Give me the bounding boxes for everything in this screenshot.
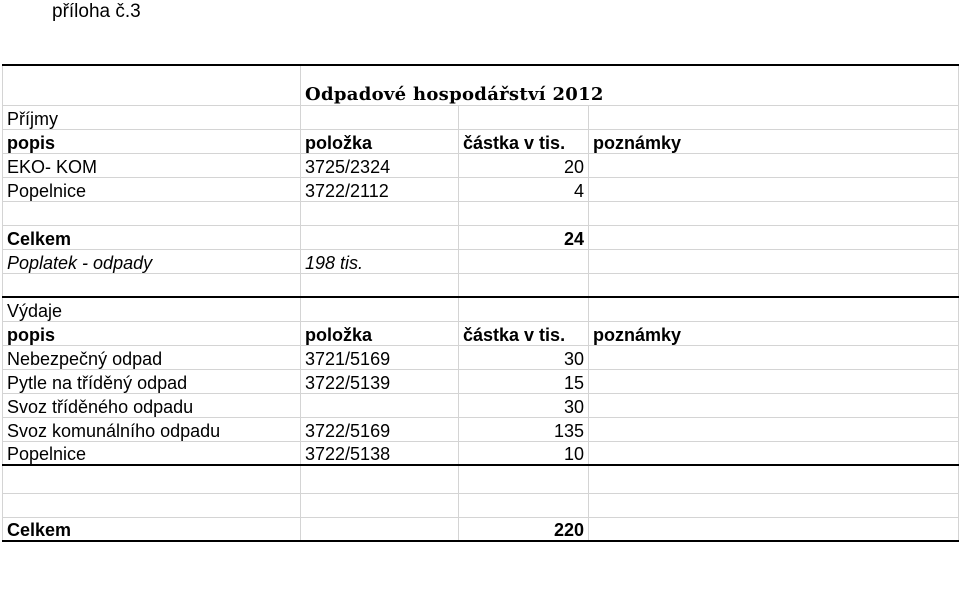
header-popis: popis bbox=[3, 129, 301, 153]
spacer-row bbox=[3, 273, 959, 297]
income-heading-row bbox=[3, 105, 959, 129]
fee-row bbox=[3, 249, 959, 273]
table-row bbox=[3, 153, 959, 177]
header-castka: částka v tis. bbox=[459, 321, 589, 345]
row-polozka: 3722/2112 bbox=[301, 177, 459, 201]
row-popis: Pytle na tříděný odpad bbox=[3, 369, 301, 393]
header-polozka: položka bbox=[301, 129, 459, 153]
row-castka: 15 bbox=[459, 369, 589, 393]
expenses-total-row bbox=[3, 517, 959, 541]
row-popis: Popelnice bbox=[3, 441, 301, 465]
header-poznamky: poznámky bbox=[589, 129, 959, 153]
spacer-row bbox=[3, 493, 959, 517]
row-popis: EKO- KOM bbox=[3, 153, 301, 177]
row-castka: 20 bbox=[459, 153, 589, 177]
title-row bbox=[3, 65, 959, 105]
attachment-caption: příloha č.3 bbox=[52, 1, 141, 22]
header-castka: částka v tis. bbox=[459, 129, 589, 153]
row-castka: 30 bbox=[459, 345, 589, 369]
fee-value: 198 tis. bbox=[301, 249, 459, 273]
expenses-header-row bbox=[3, 321, 959, 345]
row-polozka: 3722/5138 bbox=[301, 441, 459, 465]
row-castka: 10 bbox=[459, 441, 589, 465]
fee-label: Poplatek - odpady bbox=[3, 249, 301, 273]
row-popis: Nebezpečný odpad bbox=[3, 345, 301, 369]
expenses-total-label: Celkem bbox=[3, 517, 301, 541]
spacer-row bbox=[3, 465, 959, 493]
income-header-row bbox=[3, 129, 959, 153]
table-row bbox=[3, 345, 959, 369]
table-row bbox=[3, 177, 959, 201]
row-popis: Svoz komunálního odpadu bbox=[3, 417, 301, 441]
row-polozka: 3722/5169 bbox=[301, 417, 459, 441]
row-castka: 4 bbox=[459, 177, 589, 201]
income-total-value: 24 bbox=[459, 225, 589, 249]
table-row bbox=[3, 441, 959, 465]
row-polozka: 3725/2324 bbox=[301, 153, 459, 177]
page-title: Odpadové hospodářství 2012 bbox=[301, 65, 959, 105]
expenses-heading-row bbox=[3, 297, 959, 321]
income-total-label: Celkem bbox=[3, 225, 301, 249]
income-total-row bbox=[3, 225, 959, 249]
table-row bbox=[3, 369, 959, 393]
expenses-total-value: 220 bbox=[459, 517, 589, 541]
row-polozka: 3721/5169 bbox=[301, 345, 459, 369]
row-polozka bbox=[301, 393, 459, 417]
waste-management-sheet bbox=[2, 64, 959, 542]
row-popis: Popelnice bbox=[3, 177, 301, 201]
row-popis: Svoz tříděného odpadu bbox=[3, 393, 301, 417]
spacer-row bbox=[3, 201, 959, 225]
income-heading: Příjmy bbox=[3, 105, 301, 129]
header-polozka: položka bbox=[301, 321, 459, 345]
row-castka: 30 bbox=[459, 393, 589, 417]
table-row bbox=[3, 393, 959, 417]
header-popis: popis bbox=[3, 321, 301, 345]
table-row bbox=[3, 417, 959, 441]
header-poznamky: poznámky bbox=[589, 321, 959, 345]
row-castka: 135 bbox=[459, 417, 589, 441]
expenses-heading: Výdaje bbox=[3, 297, 301, 321]
row-polozka: 3722/5139 bbox=[301, 369, 459, 393]
